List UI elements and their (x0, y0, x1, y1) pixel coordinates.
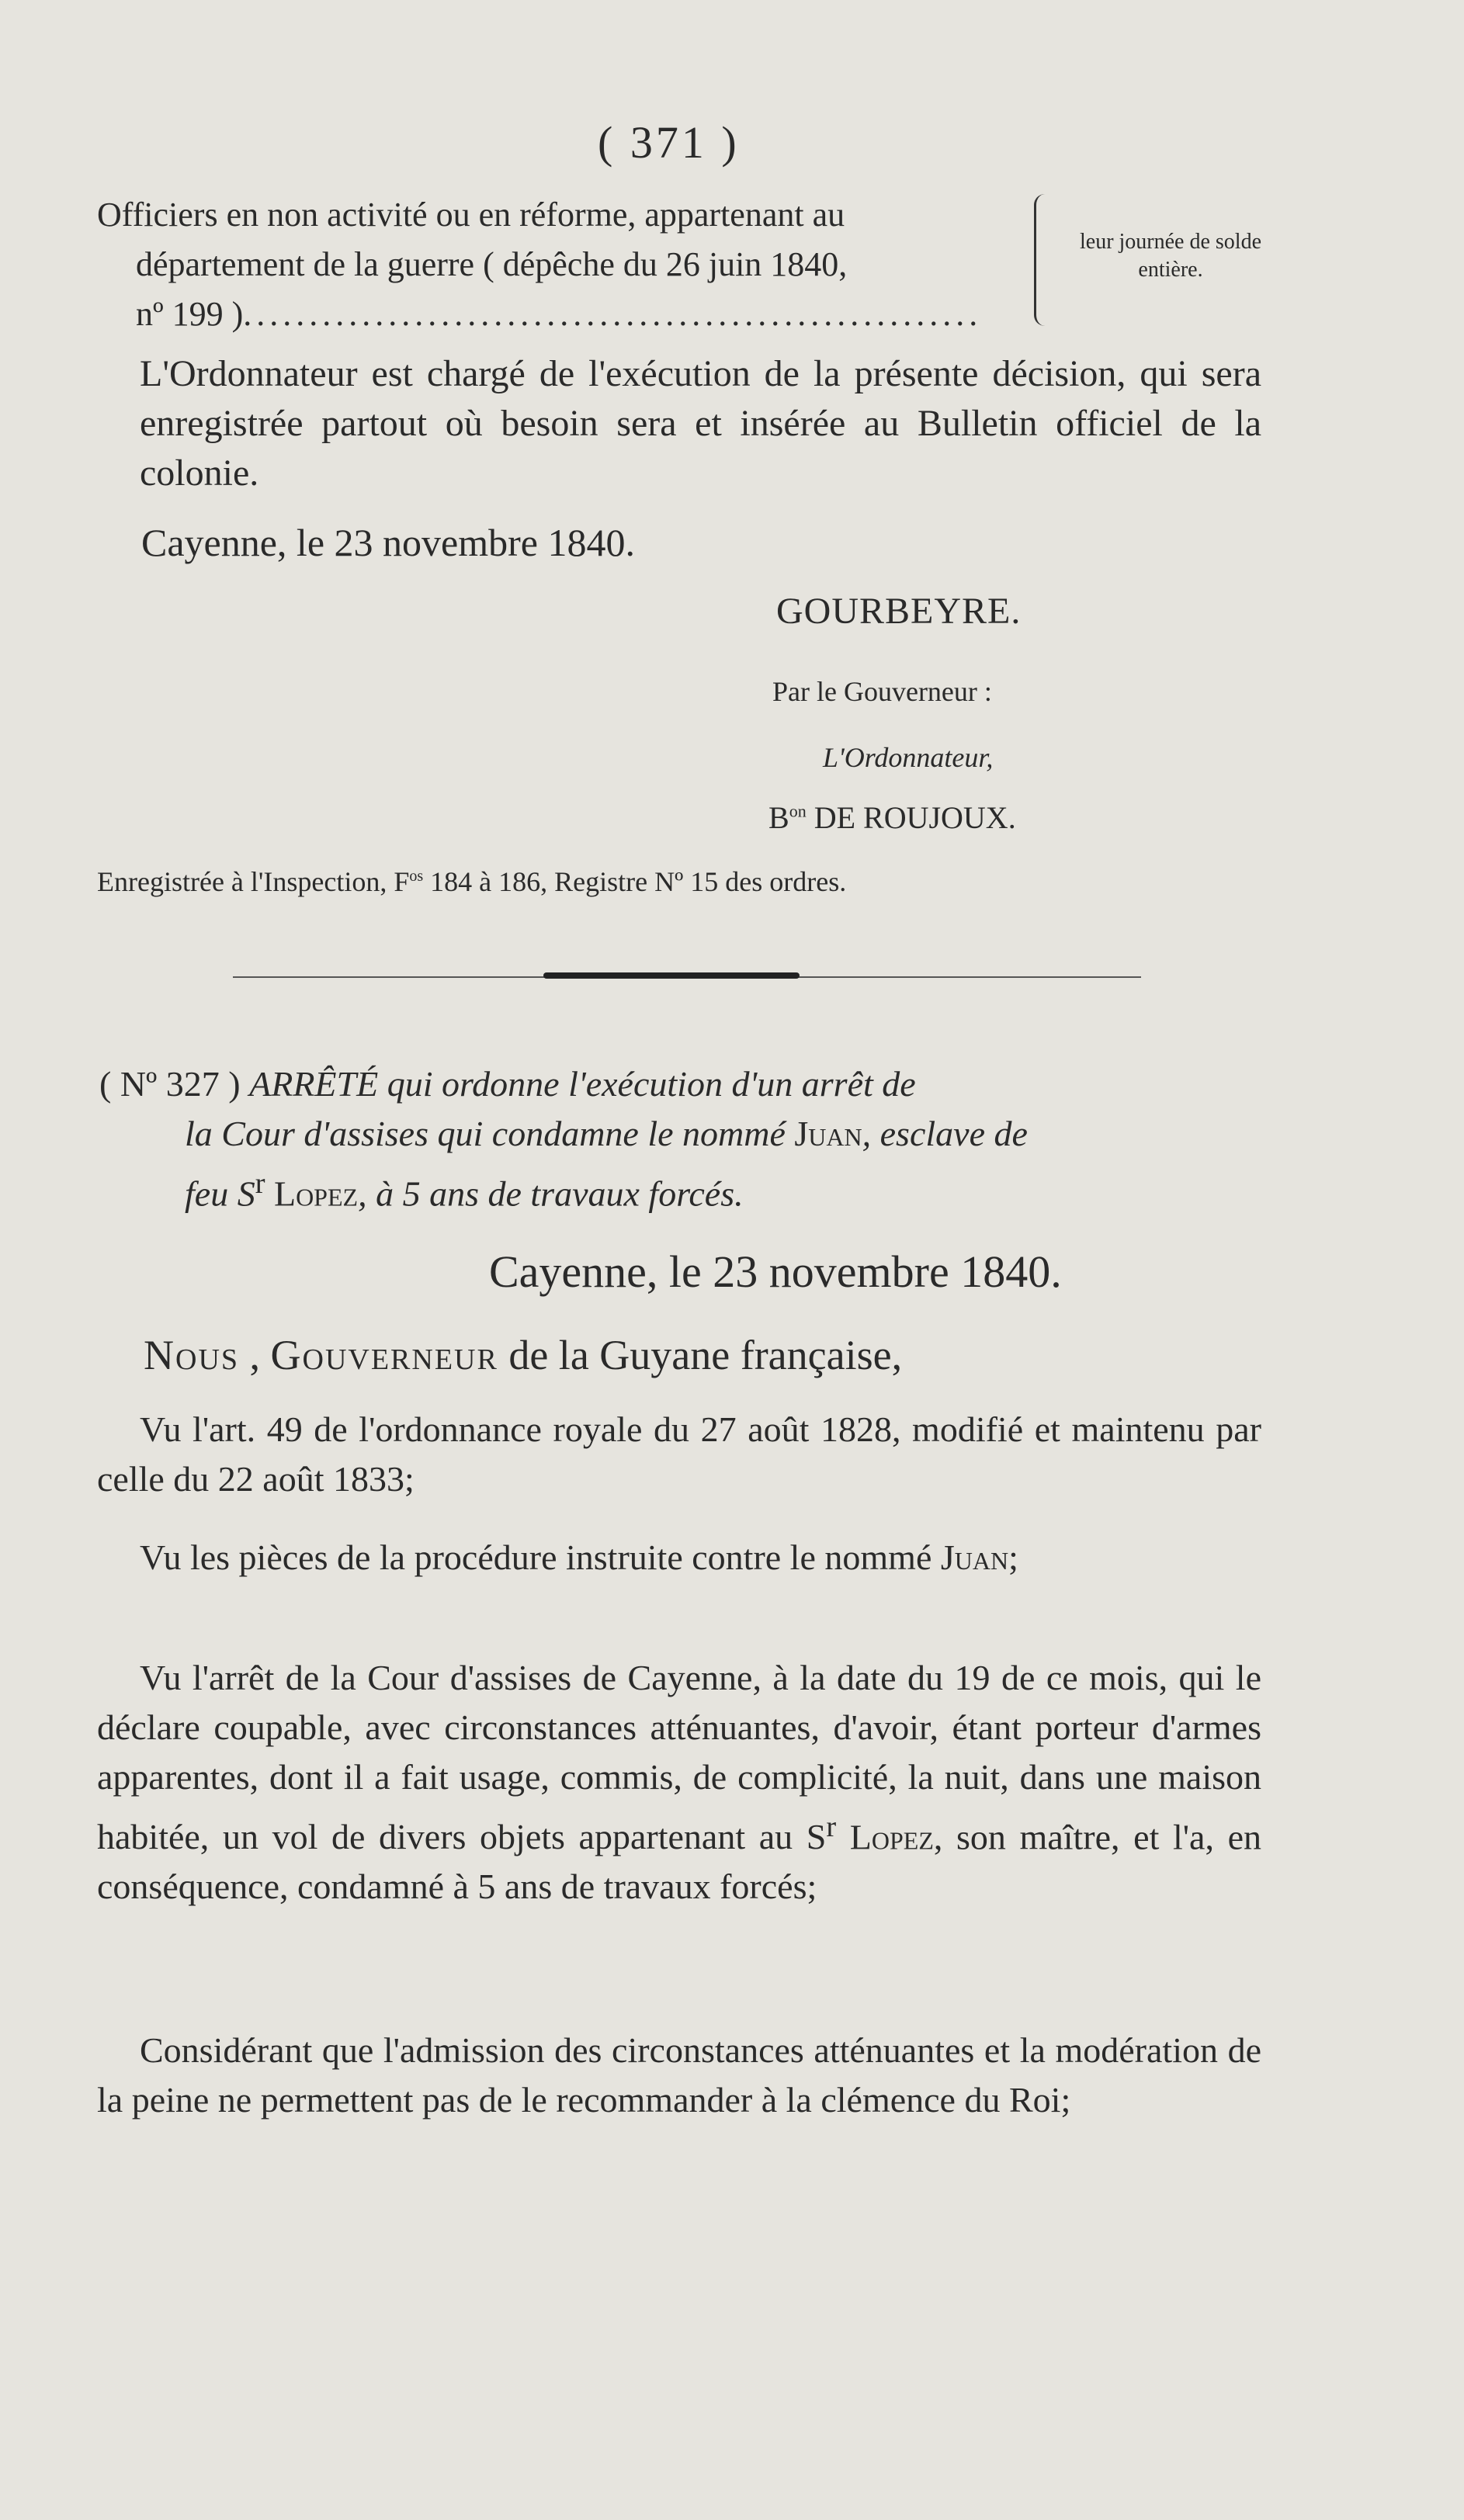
arrete-title-3: , esclave de (862, 1114, 1028, 1153)
arrete-title-1: ARRÊTÉ qui ordonne l'exécution d'un arrêt de (249, 1064, 916, 1104)
vu2-before: Vu les pièces de la procédure instruite contre le nommé (140, 1537, 932, 1577)
name-juan: Juan (794, 1114, 862, 1153)
execution-paragraph: L'Ordonnateur est chargé de l'exécution de la présente décision, qui sera enregistrée partout où besoin sera et insérée au Bulletin officiel de la colonie. (140, 353, 1261, 494)
registration-after: 184 à 186, Registre Nº 15 des ordres. (423, 866, 847, 897)
entry-line-3 (97, 289, 1029, 339)
vu2-name: Juan (940, 1537, 1009, 1577)
entry-line-1: Officiers en non activité ou en réforme, appartenant au (97, 196, 845, 234)
registration-sup: os (409, 868, 424, 885)
preamble: Nous , Gouverneur de la Guyane française, (144, 1332, 903, 1378)
arrete-title-5: , à 5 ans de travaux forcés. (358, 1173, 744, 1214)
considerant-text: Considérant que l'admission des circonstances atténuantes et la modération de la peine ne permettent pas de le recommander à la clémence du Roi; (97, 2030, 1261, 2120)
considerant-vu-2 (97, 1533, 1261, 1582)
arrete-title-4: feu S (185, 1173, 255, 1214)
preamble-rest: de la Guyane française, (508, 1332, 903, 1378)
roujoux-name: DE ROUJOUX. (814, 800, 1016, 835)
vu2-after: ; (1008, 1537, 1018, 1577)
date-first: Cayenne, le 23 novembre 1840. (141, 521, 635, 564)
date-second: Cayenne, le 23 novembre 1840. (489, 1246, 1062, 1297)
preamble-gouverneur: Gouverneur (270, 1332, 498, 1378)
officers-entry (97, 190, 1029, 339)
name-lopez: Lopez (273, 1173, 359, 1214)
leader-dots: ........................................................ (243, 295, 983, 333)
signature-roujoux (768, 799, 1016, 836)
separator-ornament (543, 972, 800, 979)
vu3-sup: r (826, 1811, 837, 1843)
arrete-number: ( Nº 327 ) (99, 1064, 241, 1104)
arrete-title-cont (99, 1109, 1264, 1218)
considerant-vu-1 (97, 1405, 1261, 1504)
arrete-title-2: la Cour d'assises qui condamne le nommé (185, 1114, 786, 1153)
registration-line (97, 865, 846, 898)
baron-prefix: B (768, 800, 789, 835)
sr-sup: r (255, 1167, 265, 1200)
par-le-gouverneur: Par le Gouverneur : (772, 676, 992, 707)
preamble-nous: Nous (144, 1332, 240, 1378)
registration-before: Enregistrée à l'Inspection, F (97, 866, 410, 897)
baron-sup: on (789, 801, 807, 821)
entry-line-3-text: nº 199 ) (136, 295, 244, 333)
vu1-text: Vu l'art. 49 de l'ordonnance royale du 27 août 1828, modifié et maintenu par celle du 22 août 1833; (97, 1409, 1261, 1499)
curly-brace (1034, 194, 1055, 326)
considerant-final (97, 2026, 1261, 2125)
vu3-before: Vu l'arrêt de la Cour d'assises de Cayenne, à la date du 19 de ce mois, qui le déclare coupable, avec circonstances atténuantes, d'avoir, étant porteur d'armes apparentes, dont il a fait usage, commis, de complicité, la nuit, dans une maison habitée, un vol de divers objets appartenant au S (97, 1658, 1261, 1857)
ordonnateur-title: L'Ordonnateur, (823, 742, 994, 773)
page-number: ( 371 ) (598, 117, 740, 168)
vu3-after: , son maître, et l'a, en conséquence, condamné à 5 ans de travaux forcés; (97, 1817, 1262, 1907)
entry-note: leur journée de solde entière. (1079, 230, 1262, 282)
considerant-vu-3 (97, 1653, 1261, 1912)
arrete-heading (99, 1059, 1264, 1218)
vu3-name: Lopez (849, 1817, 934, 1857)
signature-gourbeyre: GOURBEYRE. (776, 591, 1022, 632)
entry-line-2: département de la guerre ( dépêche du 26 juin 1840, (136, 245, 848, 283)
